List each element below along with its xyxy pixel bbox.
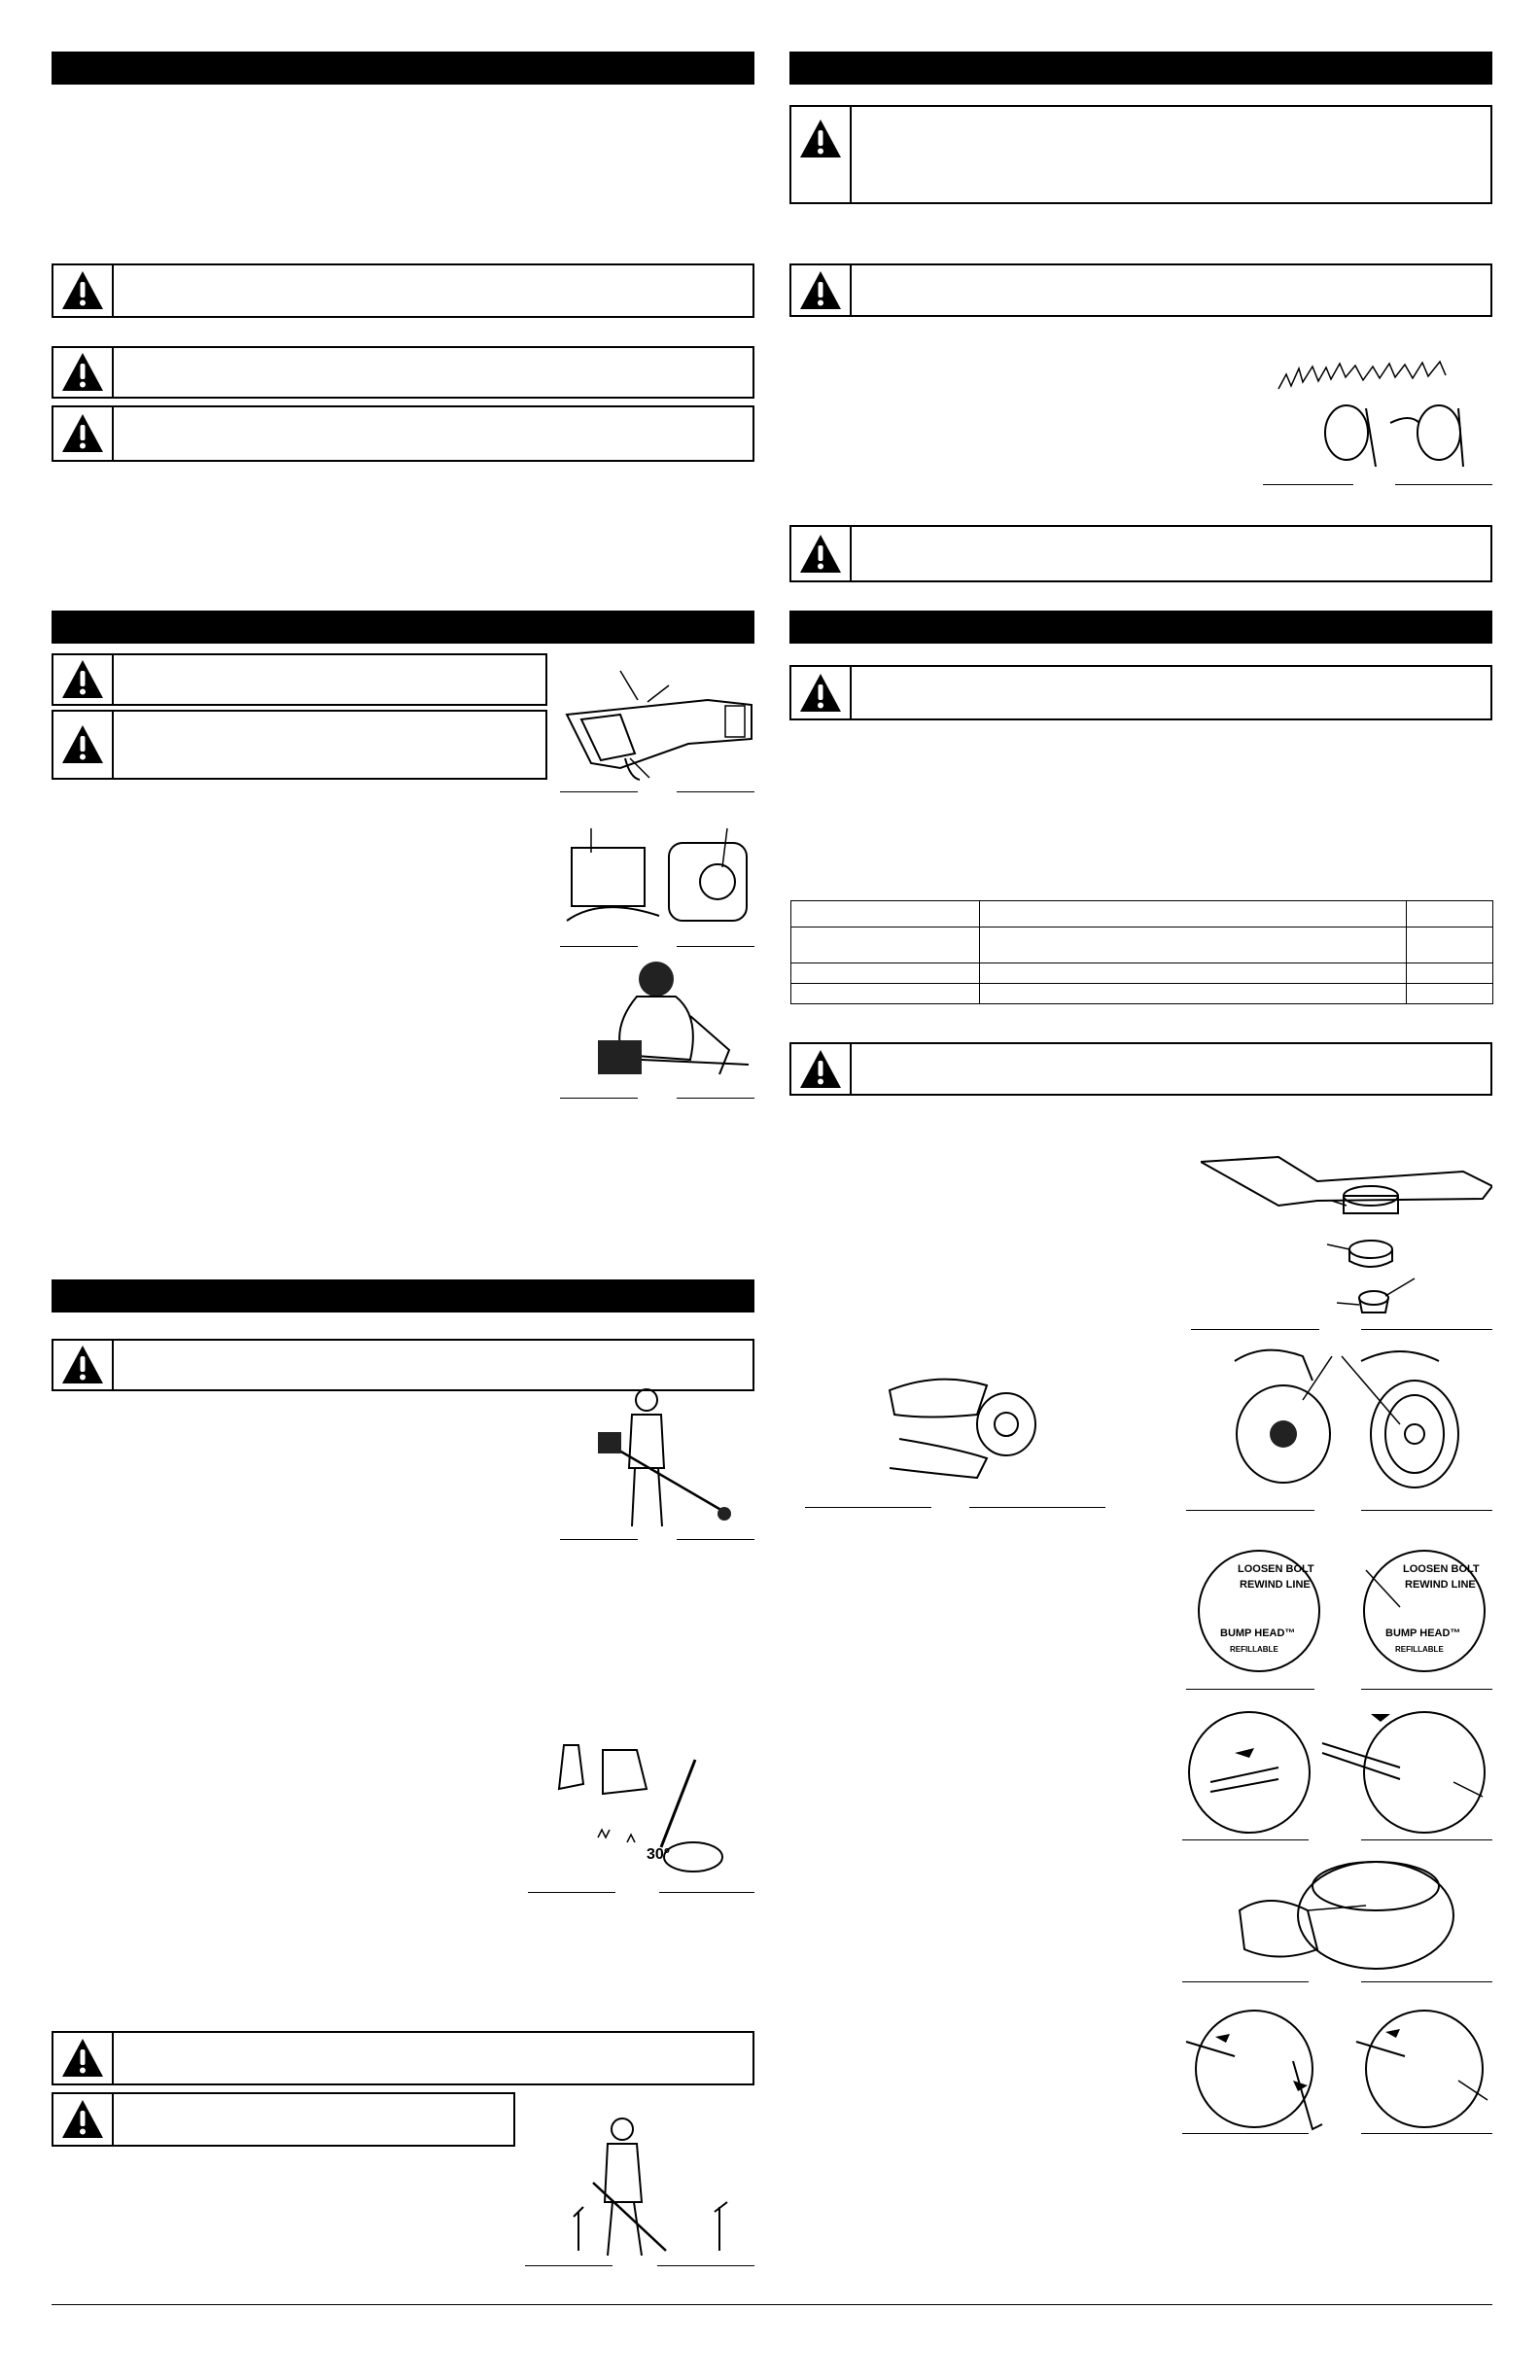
remove-cap-figure [880, 1361, 1074, 1492]
table-cell [1407, 963, 1493, 984]
table-row [791, 928, 1493, 963]
warning-triangle-icon [791, 667, 852, 718]
figure-caption-line [560, 1539, 638, 1540]
warning-box [52, 405, 754, 462]
section-header-bar [789, 52, 1492, 85]
warning-triangle-icon [53, 2094, 114, 2145]
warning-box [52, 263, 754, 318]
table-cell [1407, 984, 1493, 1004]
figure-caption-line [677, 1539, 754, 1540]
warning-box [789, 525, 1492, 582]
warning-box [52, 1339, 754, 1391]
spool-disassembly-figure [1206, 1342, 1492, 1502]
spool-label-bump-head: BUMP HEAD™ [1220, 1628, 1296, 1639]
specification-table [790, 900, 1493, 1004]
spool-label-loosen-bolt: LOOSEN BOLT [1238, 1563, 1314, 1575]
operating-position-figure [578, 1385, 744, 1531]
figure-caption-line [1395, 484, 1492, 485]
spool-label-loosen-bolt: LOOSEN BOLT [1403, 1563, 1480, 1575]
table-row [791, 901, 1493, 928]
figure-caption-line [677, 946, 754, 947]
line-threading-figure [1176, 1699, 1492, 1840]
figure-caption-line [560, 946, 638, 947]
trimming-around-trees-figure [564, 2115, 753, 2260]
warning-box [789, 1042, 1492, 1096]
section-header-bar [52, 52, 754, 85]
figure-caption-line [657, 2265, 754, 2266]
table-cell [791, 928, 980, 963]
edging-figure [540, 1740, 758, 1891]
warning-triangle-icon [53, 2033, 114, 2083]
warning-box [52, 653, 547, 706]
page-bottom-rule [52, 2304, 1492, 2305]
figure-caption-line [1361, 2133, 1492, 2134]
figure-caption-line [805, 1507, 931, 1508]
spool-top-view-figure [1191, 1541, 1492, 1682]
table-cell [1407, 901, 1493, 928]
figure-caption-line [1186, 1689, 1314, 1690]
warning-triangle-icon [791, 1044, 852, 1094]
warning-triangle-icon [53, 348, 114, 397]
figure-caption-line [1182, 1981, 1309, 1982]
figure-caption-line [528, 1892, 615, 1893]
warning-box [52, 710, 547, 780]
figure-caption-line [1182, 1839, 1309, 1840]
warning-triangle-icon [53, 265, 114, 316]
table-row [791, 984, 1493, 1004]
figure-caption-line [659, 1892, 754, 1893]
warning-box [52, 346, 754, 399]
warning-box [789, 263, 1492, 317]
section-header-bar [52, 611, 754, 644]
warning-triangle-icon [791, 107, 852, 202]
figure-caption-line [1361, 1329, 1492, 1330]
table-cell [980, 901, 1407, 928]
figure-caption-line [560, 1098, 638, 1099]
section-header-bar [52, 1279, 754, 1312]
spool-label-bump-head: BUMP HEAD™ [1385, 1628, 1461, 1639]
cutting-direction-figure [1269, 331, 1492, 476]
figure-caption-line [1361, 1689, 1492, 1690]
throttle-handle-figure [562, 661, 756, 783]
figure-caption-line [677, 791, 754, 792]
line-winding-figure [1230, 1852, 1492, 1978]
warning-triangle-icon [791, 527, 852, 580]
figure-caption-line [677, 1098, 754, 1099]
spool-reassembly-figure [1176, 2003, 1492, 2134]
figure-caption-line [1182, 2133, 1309, 2134]
spool-label-rewind-line: REWIND LINE [1240, 1579, 1311, 1591]
table-cell [791, 984, 980, 1004]
engine-controls-figure [562, 828, 756, 940]
spool-label-refillable: REFILLABLE [1395, 1645, 1444, 1654]
figure-caption-line [1263, 484, 1353, 485]
spool-label-refillable: REFILLABLE [1230, 1645, 1278, 1654]
figure-caption-line [1361, 1839, 1492, 1840]
figure-caption-line [1361, 1510, 1492, 1511]
table-cell [791, 963, 980, 984]
starting-engine-figure [583, 958, 758, 1084]
warning-triangle-icon [53, 712, 114, 778]
warning-box [52, 2092, 515, 2147]
table-cell [980, 963, 1407, 984]
figure-caption-line [969, 1507, 1105, 1508]
warning-box [789, 665, 1492, 720]
warning-triangle-icon [53, 655, 114, 704]
section-header-bar [789, 611, 1492, 644]
edging-angle-label: 30° [647, 1846, 671, 1863]
figure-caption-line [1191, 1329, 1319, 1330]
table-cell [980, 984, 1407, 1004]
warning-triangle-icon [791, 265, 852, 315]
warning-box [52, 2031, 754, 2085]
warning-triangle-icon [53, 1341, 114, 1389]
warning-triangle-icon [53, 407, 114, 460]
table-row [791, 963, 1493, 984]
trimmer-head-exploded-figure [1201, 1152, 1492, 1327]
table-cell [791, 901, 980, 928]
figure-caption-line [525, 2265, 612, 2266]
figure-caption-line [560, 791, 638, 792]
spool-label-rewind-line: REWIND LINE [1405, 1579, 1476, 1591]
figure-caption-line [1361, 1981, 1492, 1982]
warning-box [789, 105, 1492, 204]
figure-caption-line [1186, 1510, 1314, 1511]
table-cell [980, 928, 1407, 963]
table-cell [1407, 928, 1493, 963]
